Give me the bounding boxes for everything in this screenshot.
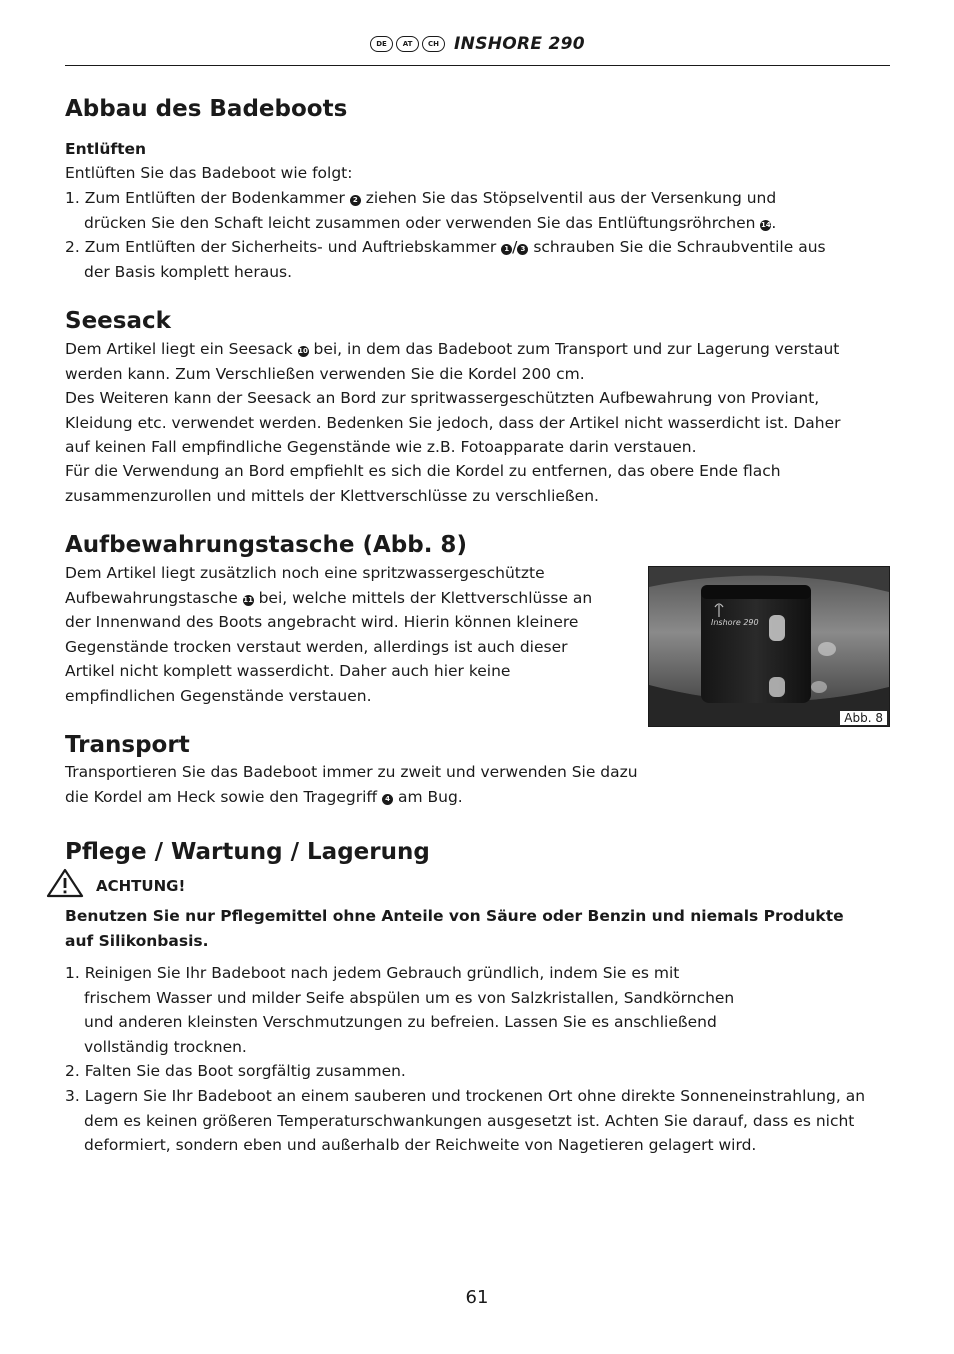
page-number: 61 [465,1287,489,1308]
ref-number-icon: 10 [298,347,308,355]
page-header [65,32,890,66]
subheading-entlueften: Entlüften [65,140,147,158]
pflege-step-3: 3. Lagern Sie Ihr Badeboot an einem sauberen und trockenen Ort ohne direkte Sonneneinstrahlung, an dem es keinen größeren Temperaturschwankungen ausgesetzt ist. Achten Sie darauf, dass es nicht deformiert, sondern eben und außerhalb der Reichweite von Nagetieren gelagert wird. [65,1087,866,1154]
pflege-step-2: 2. Falten Sie das Boot sorgfältig zusammen. [65,1062,406,1080]
transport-paragraph: Transportieren Sie das Badeboot immer zu zweit und verwenden Sie dazu die Kordel am Heck sowie den Tragegriff 4 am Bug. [65,763,638,806]
abbau-step-1: 1. Zum Entlüften der Bodenkammer 2 ziehen Sie das Stöpselventil aus der Versenkung und drücken Sie den Schaft leicht zusammen oder verwenden Sie das Entlüftungsröhrchen 14. [65,189,777,232]
heading-seesack: Seesack [65,308,171,334]
tasche-paragraph: Dem Artikel liegt zusätzlich noch eine spritzwassergeschützte Aufbewahrungstasche 11 bei, welche mittels der Klettverschlüsse an der Innenwand des Boots angebracht wird. Hierin können kleinere Gegenstände trocken verstaut werden, allerdings ist auch dieser Artikel nicht komplett wasserdicht. Daher auch hier keine empfindlichen Gegenstände verstauen. [65,564,593,705]
figure-abb-8-photo [648,566,890,727]
seesack-paragraph-1: Dem Artikel liegt ein Seesack 10 bei, in dem das Badeboot zum Transport und zur Lagerung verstaut werden kann. Zum Verschließen verwenden Sie die Kordel 200 cm. [65,340,840,383]
seesack-paragraph-2: Des Weiteren kann der Seesack an Bord zur spritwassergeschützten Aufbewahrung von Proviant, Kleidung etc. verwendet werden. Bedenken Sie jedoch, dass der Artikel nicht wasserdicht ist. Daher auf keinen Fall empfindliche Gegenstände wie z.B. Fotoapparate darin verstauen. [65,389,841,456]
heading-abbau: Abbau des Badeboots [65,96,348,122]
country-badge-ch: CH [422,36,445,52]
warning-text: Benutzen Sie nur Pflegemittel ohne Anteile von Säure oder Benzin und niemals Produkte auf Silikonbasis. [65,907,844,950]
ref-number-icon: 3 [517,244,528,255]
model-name: INSHORE 290 [454,34,585,54]
country-badge-at: AT [396,36,419,52]
abbau-intro: Entlüften Sie das Badeboot wie folgt: [65,164,353,182]
warning-label: ACHTUNG! [96,877,186,895]
bag-print-text: Inshore 290 [711,618,759,627]
figure-caption: Abb. 8 [840,711,887,725]
warning-triangle-icon [46,868,84,898]
country-badge-de: DE [370,36,393,52]
ref-number-icon: 2 [350,195,361,206]
ref-number-icon: 11 [243,595,254,604]
abbau-step-2: 2. Zum Entlüften der Sicherheits- und Auftriebskammer 1 / 3 schrauben Sie die Schraubventile aus der Basis komplett heraus. [65,238,826,281]
seesack-paragraph-3: Für die Verwendung an Bord empfiehlt es sich die Kordel zu entfernen, das obere Ende flach zusammenzurollen und mittels der Klettverschlüsse zu verschließen. [65,462,781,505]
heading-transport: Transport [65,732,190,758]
pflege-step-1: 1. Reinigen Sie Ihr Badeboot nach jedem Gebrauch gründlich, indem Sie es mit frischem Wasser und milder Seife abspülen um es von Salzkristallen, Sandkörnchen und anderen kleinsten Verschmutzungen zu befreien. Lassen Sie es anschließend vollständig trocknen. [65,964,735,1056]
heading-aufbewahrungstasche: Aufbewahrungstasche (Abb. 8) [65,532,467,558]
ref-number-icon: 14 [761,220,771,229]
ref-number-icon: 1 [501,244,512,255]
bag-on-boat-illustration [649,567,889,726]
ref-number-icon: 4 [382,794,393,805]
heading-pflege: Pflege / Wartung / Lagerung [65,839,430,865]
